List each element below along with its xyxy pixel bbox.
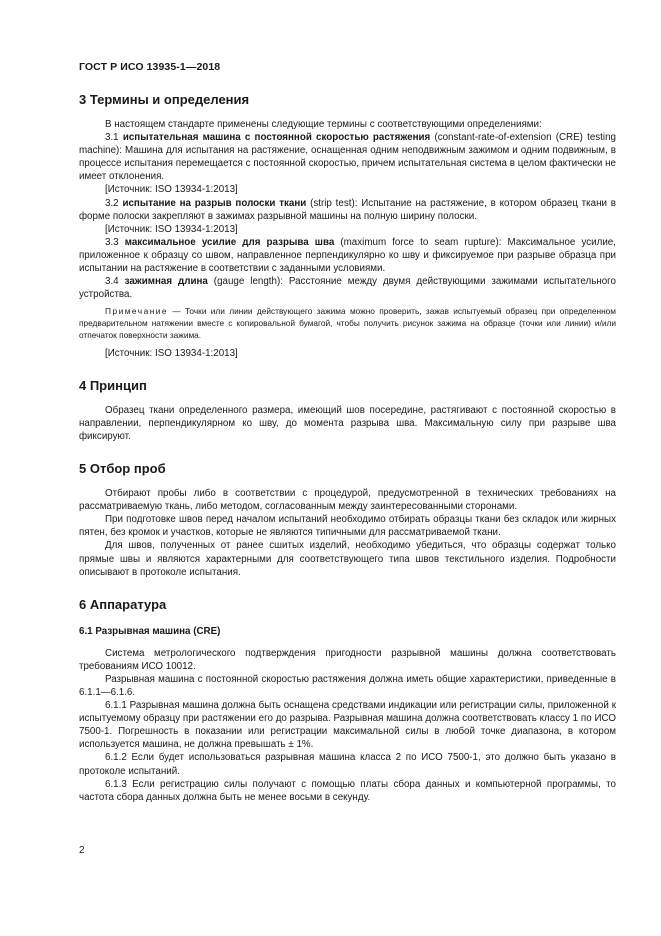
term-number: 3.1 — [105, 132, 119, 144]
section-4-paragraph: Образец ткани определенного размера, имеющий шов посередине, растягивают с постоянной скоростью в направлении, перпендикулярном ко шву, до момента разрыва шва. Максимальную силу при разрыве шва фиксируют. — [79, 404, 616, 442]
section-6-paragraph: Система метрологического подтверждения пригодности разрывной машины должна соответствовать требованиям ИСО 10012. — [79, 647, 616, 672]
document-id: ГОСТ Р ИСО 13935-1—2018 — [79, 61, 221, 73]
clause-6-1-2: 6.1.2 Если будет использоваться разрывная машина класса 2 по ИСО 7500-1, это должно быть указано в протоколе испытаний. — [79, 752, 616, 777]
section-6-title: 6 Аппаратура — [79, 596, 167, 612]
section-5-title: 5 Отбор проб — [79, 461, 166, 477]
term-number: 3.4 — [105, 276, 119, 288]
term-definition: (strip test): Испытание на растяжение, в котором образец ткани в форме полоски закрепляют в зажимах разрывной машины на полную ширину полоски. — [79, 197, 616, 222]
term-number: 3.2 — [105, 197, 119, 209]
term-3-1 — [79, 131, 616, 183]
note-label: Примечание — [105, 306, 169, 317]
section-3-title: 3 Термины и определения — [79, 92, 250, 107]
section-4-title: 4 Принцип — [79, 377, 147, 393]
section-5-paragraph: Для швов, полученных от ранее сшитых изделий, необходимо убедиться, что образцы содержат только прямые швы и являются характерными для соответствующего типа швов текстильного изделия. Подробности описывают в протоколе испытания. — [79, 540, 616, 578]
page-number: 2 — [79, 845, 85, 856]
term-definition: (gauge length): Расстояние между двумя действующими зажимами испытательного устройства. — [79, 276, 616, 301]
section-5-paragraph: При подготовке швов перед началом испытаний необходимо отбирать образцы ткани без складок или жирных пятен, без кромок и участков, которые не являются типичными для рассматриваемой ткани. — [79, 514, 616, 539]
note — [79, 306, 616, 341]
clause-6-1-3: 6.1.3 Если регистрацию силы получают с помощью платы сбора данных и компьютерной программы, то частота сбора данных должна быть не менее восьми в секунду. — [79, 778, 616, 803]
term-3-2 — [79, 197, 616, 223]
term-source: [Источник: ISO 13934-1:2013] — [105, 184, 238, 196]
term-definition: (constant-rate-of-extension (CRE) testing machine): Машина для испытания на растяжение, оснащенная одним неподвижным зажимом и одним подвижным, в процессе испытания перемещается с постоянной скоростью, причем испытательная система в целом фактически не имеет отклонения. — [79, 132, 616, 183]
section-4 — [79, 378, 616, 443]
term-definition: (maximum force to seam rupture): Максимальное усилие, приложенное к образцу со швом, направленное перпендикулярно ко шву и фиксируемое при разрыве образца при испытании на растяжение в соответствии с заданными условиями. — [79, 236, 616, 275]
term-name: испытание на разрыв полоски ткани — [122, 197, 307, 209]
term-name: испытательная машина с постоянной скоростью растяжения — [122, 132, 431, 144]
section-3-intro: В настоящем стандарте применены следующие термины с соответствующими определениями: — [105, 119, 542, 130]
section-6-paragraph: Разрывная машина с постоянной скоростью растяжения должна иметь общие характеристики, приведенные в 6.1.1—6.1.6. — [79, 673, 616, 699]
term-3-3 — [79, 236, 616, 275]
term-name: зажимная длина — [124, 276, 208, 288]
subsection-6-1-title: 6.1 Разрывная машина (CRE) — [79, 625, 221, 637]
section-5 — [79, 461, 616, 579]
clause-6-1-1: 6.1.1 Разрывная машина должна быть оснащена средствами индикации или регистрации силы, приложенной к испытуемому образцу при растяжении его до разрыва. Разрывная машина должна соответствовать классу 1 по ИСО 7500-1. Погрешность в показании или регистрации максимальной силы в любой точке диапазона, в котором используется машина, не должна превышать ± 1%. — [79, 700, 616, 751]
section-6 — [79, 597, 616, 804]
section-5-paragraph: Отбирают пробы либо в соответствии с процедурой, предусмотренной в технических требованиях на рассматриваемую ткань, либо методом, согласованным между заинтересованными сторонами. — [79, 488, 616, 513]
page-content — [79, 92, 616, 804]
note-text: — Точки или линии действующего зажима можно проверить, зажав испытуемый образец при определенном предварительном натяжении вместе с копировальной бумагой, чтобы получить рисунок зажима на образце (точки или линии) и/или отпечаток поверхности зажима. — [79, 306, 616, 340]
term-source: [Источник: ISO 13934-1:2013] — [105, 347, 238, 359]
section-3 — [79, 92, 616, 360]
term-3-4 — [79, 275, 616, 301]
term-name: максимальное усилие для разрыва шва — [124, 236, 335, 248]
term-number: 3.3 — [105, 236, 119, 248]
term-source: [Источник: ISO 13934-1:2013] — [105, 223, 238, 235]
